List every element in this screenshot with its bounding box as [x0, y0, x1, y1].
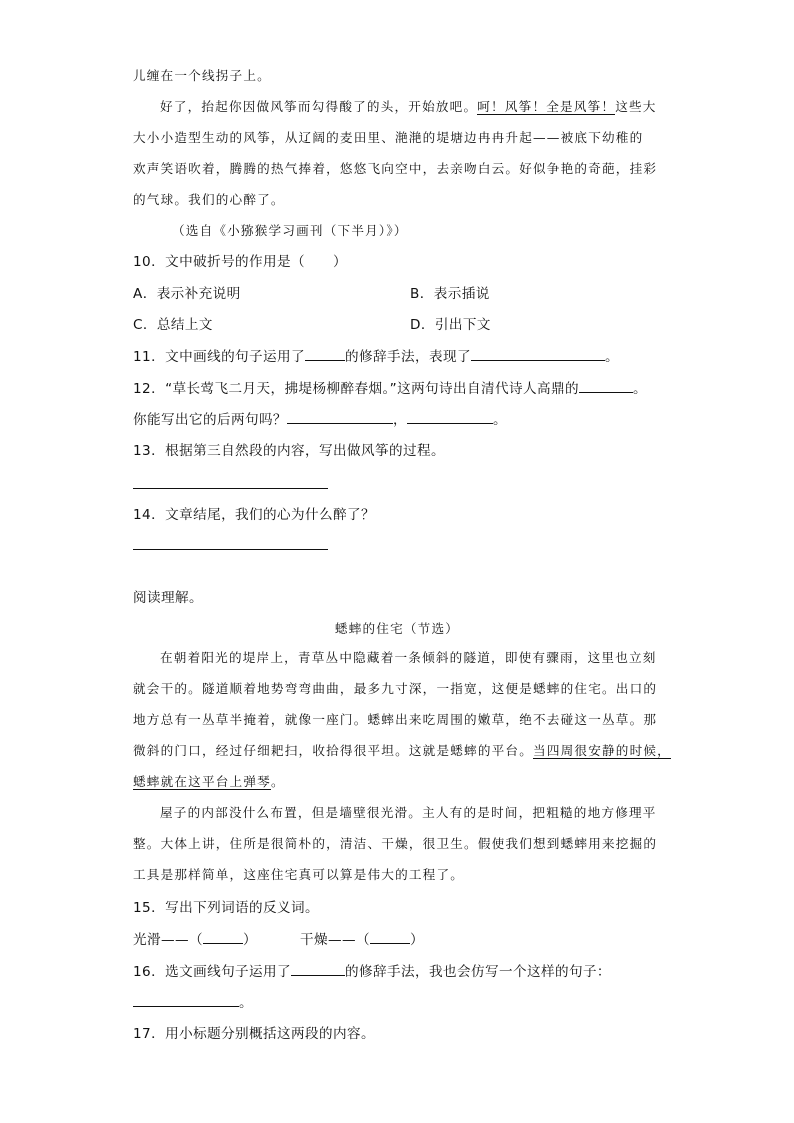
- antonym-prompt: 光滑——（: [133, 932, 203, 948]
- question-14-stem: 14．文章结尾，我们的心为什么醉了？: [133, 507, 375, 523]
- question-17-stem: 17．用小标题分别概括这两段的内容。: [133, 1026, 375, 1042]
- answer-blank[interactable]: [133, 992, 239, 1007]
- question-16-text: 的修辞手法，我也会仿写一个这样的句子：: [345, 964, 611, 980]
- antonym-prompt: 干燥——（: [300, 932, 370, 948]
- question-10-option-c: C．总结上文: [133, 317, 213, 333]
- passage2-line: 在朝着阳光的堤岸上，青草丛中隐藏着一条倾斜的隧道，即使有骤雨，这里也立刻: [160, 650, 657, 665]
- passage2-line: 就会干的。隧道顺着地势弯弯曲曲，最多九寸深，一指宽，这便是蟋蟀的住宅。出口的: [133, 681, 658, 696]
- question-11: [133, 346, 619, 367]
- passage2-line: [133, 741, 671, 761]
- passage-title: 蟋蟀的住宅（节选）: [334, 621, 460, 636]
- section-heading: 阅读理解。: [133, 590, 203, 606]
- passage2-line: 地方总有一丛草半掩着，就像一座门。蟋蟀出来吃周围的嫩草，绝不去碰这一丛草。那: [133, 712, 658, 727]
- question-11-text: 的修辞手法，表现了: [345, 349, 471, 365]
- question-12: [133, 378, 647, 399]
- answer-blank[interactable]: [579, 378, 633, 393]
- passage2-text: 。: [270, 774, 285, 789]
- question-10-option-a: A．表示补充说明: [133, 286, 241, 302]
- passage2-line: [133, 772, 285, 792]
- answer-blank[interactable]: [287, 409, 393, 424]
- question-12-line2: [133, 409, 507, 430]
- question-10-stem: 10．文中破折号的作用是（ ）: [133, 254, 348, 270]
- passage1-text: 这些大: [615, 99, 657, 114]
- answer-blank[interactable]: [407, 409, 493, 424]
- antonym-prompt: ）: [242, 932, 257, 948]
- question-12-text: 12．“草长莺飞二月天，拂堤杨柳醉春烟。”这两句诗出自清代诗人高鼎的: [133, 381, 579, 397]
- question-12-text: 你能写出它的后两句吗？: [133, 412, 287, 428]
- question-12-text: 。: [492, 412, 507, 428]
- passage1-line: 的气球。我们的心醉了。: [133, 192, 285, 207]
- question-11-text: 。: [604, 349, 619, 365]
- question-16-line2: [133, 992, 253, 1013]
- answer-line[interactable]: [133, 488, 328, 489]
- passage2-line: 工具是那样简单，这座住宅真可以算是伟大的工程了。: [133, 867, 465, 882]
- question-15-word-1: [133, 929, 257, 950]
- answer-line[interactable]: [133, 549, 328, 550]
- question-11-text: 11．文中画线的句子运用了: [133, 349, 306, 365]
- answer-blank[interactable]: [471, 346, 605, 361]
- passage-source: （选自《小猕猴学习画刊（下半月）》）: [172, 223, 408, 238]
- underlined-sentence: 蟋蟀就在这平台上弹琴: [133, 774, 271, 789]
- question-12-text: 。: [633, 381, 647, 397]
- question-15-word-2: [300, 929, 424, 950]
- passage1-line: 儿缠在一个线拐子上。: [133, 68, 271, 83]
- answer-blank[interactable]: [370, 929, 410, 944]
- passage2-text: 微斜的门口，经过仔细耙扫，收拾得很平坦。这就是蟋蟀的平台。: [133, 743, 534, 758]
- underlined-sentence: 当四周很安静的时候，: [533, 743, 671, 758]
- passage1-line: [160, 97, 657, 117]
- passage2-line: 整。大体上讲，住所是很简朴的，清洁、干燥，很卫生。假使我们想到蟋蟀用来挖掘的: [133, 836, 658, 851]
- question-10-option-b: B．表示插说: [410, 286, 490, 302]
- passage1-text: 好了，抬起你因做风筝而勾得酸了的头，开始放吧。: [160, 99, 478, 114]
- passage1-line: 欢声笑语吹着，腾腾的热气捧着，悠悠飞向空中，去亲吻白云。好似争艳的奇葩，挂彩: [133, 161, 658, 176]
- answer-blank[interactable]: [305, 346, 345, 361]
- underlined-sentence: 呵！风筝！全是风筝！: [477, 99, 616, 114]
- question-13-stem: 13．根据第三自然段的内容，写出做风筝的过程。: [133, 443, 445, 459]
- question-16-text: 16．选文画线句子运用了: [133, 964, 292, 980]
- question-10-option-d: D．引出下文: [410, 317, 491, 333]
- passage2-line: 屋子的内部没什么布置，但是墙壁很光滑。主人有的是时间，把粗糙的地方修理平: [160, 805, 657, 820]
- question-12-text: ，: [392, 412, 407, 428]
- answer-blank[interactable]: [203, 929, 243, 944]
- passage1-line: 大小小造型生动的风筝，从辽阔的麦田里、滟滟的堤塘边冉冉升起——被底下幼稚的: [133, 130, 644, 145]
- question-15-stem: 15．写出下列词语的反义词。: [133, 900, 320, 916]
- antonym-prompt: ）: [409, 932, 424, 948]
- question-16-text: 。: [239, 995, 253, 1011]
- answer-blank[interactable]: [291, 961, 345, 976]
- question-16: [133, 961, 611, 982]
